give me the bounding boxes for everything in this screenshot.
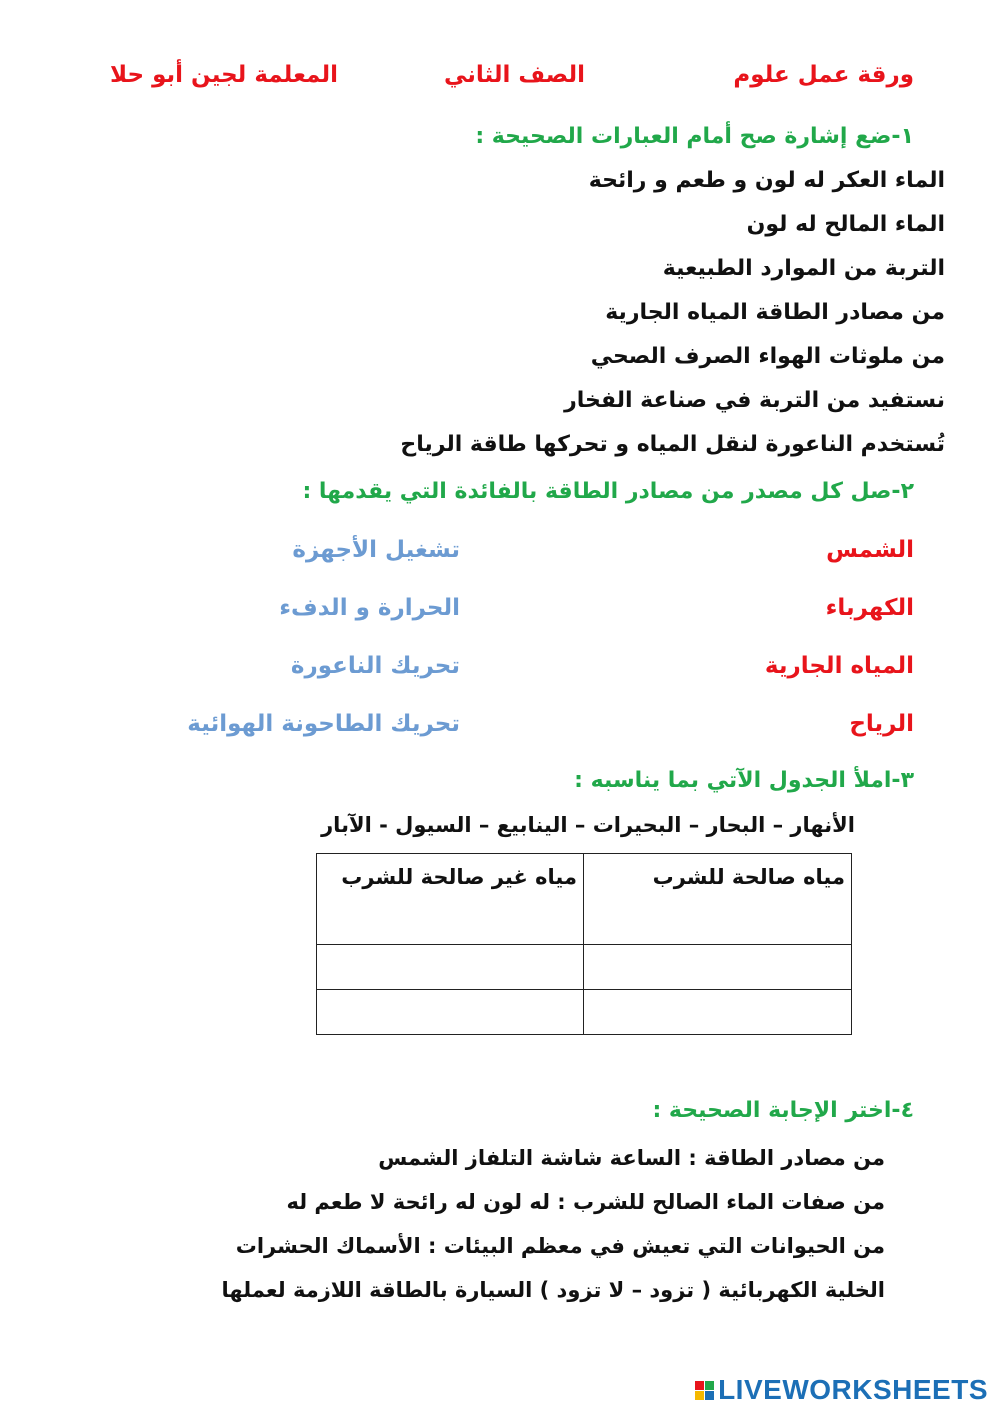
logo-mark-icon xyxy=(695,1381,714,1400)
benefit-windmill[interactable]: تحريك الطاحونة الهوائية xyxy=(187,711,460,737)
answer-cell-not-drinkable[interactable] xyxy=(317,945,584,990)
worksheet-title: ورقة عمل علوم xyxy=(733,62,914,88)
section1-title: ١-ضع إشارة صح أمام العبارات الصحيحة : xyxy=(475,124,914,149)
answer-cell-not-drinkable[interactable] xyxy=(317,990,584,1035)
benefit-heat[interactable]: الحرارة و الدفء xyxy=(279,595,460,621)
column-not-drinkable: مياه غير صالحة للشرب xyxy=(317,854,584,945)
section2-title: ٢-صل كل مصدر من مصادر الطاقة بالفائدة التي يقدمها : xyxy=(302,479,914,504)
section4-title: ٤-اختر الإجابة الصحيحة : xyxy=(652,1098,914,1123)
grade-label: الصف الثاني xyxy=(443,62,585,88)
word-bank: الأنهار – البحار – البحيرات – الينابيع – السيول - الآبار xyxy=(321,813,855,837)
liveworksheets-logo xyxy=(695,1374,988,1406)
question-1: من مصادر الطاقة : الساعة شاشة التلفاز الشمس xyxy=(378,1146,885,1170)
source-running-water[interactable]: المياه الجارية xyxy=(764,653,914,679)
source-sun[interactable]: الشمس xyxy=(826,537,914,563)
question-3: من الحيوانات التي تعيش في معظم البيئات : الأسماك الحشرات xyxy=(235,1234,885,1258)
column-drinkable: مياه صالحة للشرب xyxy=(584,854,852,945)
source-electricity[interactable]: الكهرباء xyxy=(825,595,914,621)
water-table xyxy=(316,853,852,1035)
statement-2: الماء المالح له لون xyxy=(746,212,945,237)
table-row xyxy=(317,945,852,990)
benefit-devices[interactable]: تشغيل الأجهزة xyxy=(292,537,460,563)
logo-square-blue xyxy=(705,1391,714,1400)
statement-4: من مصادر الطاقة المياه الجارية xyxy=(605,300,945,325)
question-2: من صفات الماء الصالح للشرب : له لون له رائحة لا طعم له xyxy=(286,1190,885,1214)
table-row xyxy=(317,990,852,1035)
logo-square-red xyxy=(695,1381,704,1390)
logo-square-green xyxy=(705,1381,714,1390)
answer-cell-drinkable[interactable] xyxy=(584,945,852,990)
benefit-waterwheel[interactable]: تحريك الناعورة xyxy=(290,653,460,679)
question-4: الخلية الكهربائية ( تزود – لا تزود ) السيارة بالطاقة اللازمة لعملها xyxy=(221,1278,885,1302)
table-header-row xyxy=(317,854,852,945)
section3-title: ٣-املأ الجدول الآتي بما يناسبه : xyxy=(574,768,914,793)
logo-text: LIVEWORKSHEETS xyxy=(718,1374,988,1405)
source-wind[interactable]: الرياح xyxy=(849,711,914,737)
logo-square-yellow xyxy=(695,1391,704,1400)
statement-1: الماء العكر له لون و طعم و رائحة xyxy=(588,168,945,193)
answer-cell-drinkable[interactable] xyxy=(584,990,852,1035)
statement-7: تُستخدم الناعورة لنقل المياه و تحركها طاقة الرياح xyxy=(400,432,945,457)
statement-3: التربة من الموارد الطبيعية xyxy=(662,256,945,281)
statement-6: نستفيد من التربة في صناعة الفخار xyxy=(564,388,945,413)
teacher-name: المعلمة لجين أبو حلا xyxy=(110,62,338,88)
statement-5: من ملوثات الهواء الصرف الصحي xyxy=(590,344,945,369)
